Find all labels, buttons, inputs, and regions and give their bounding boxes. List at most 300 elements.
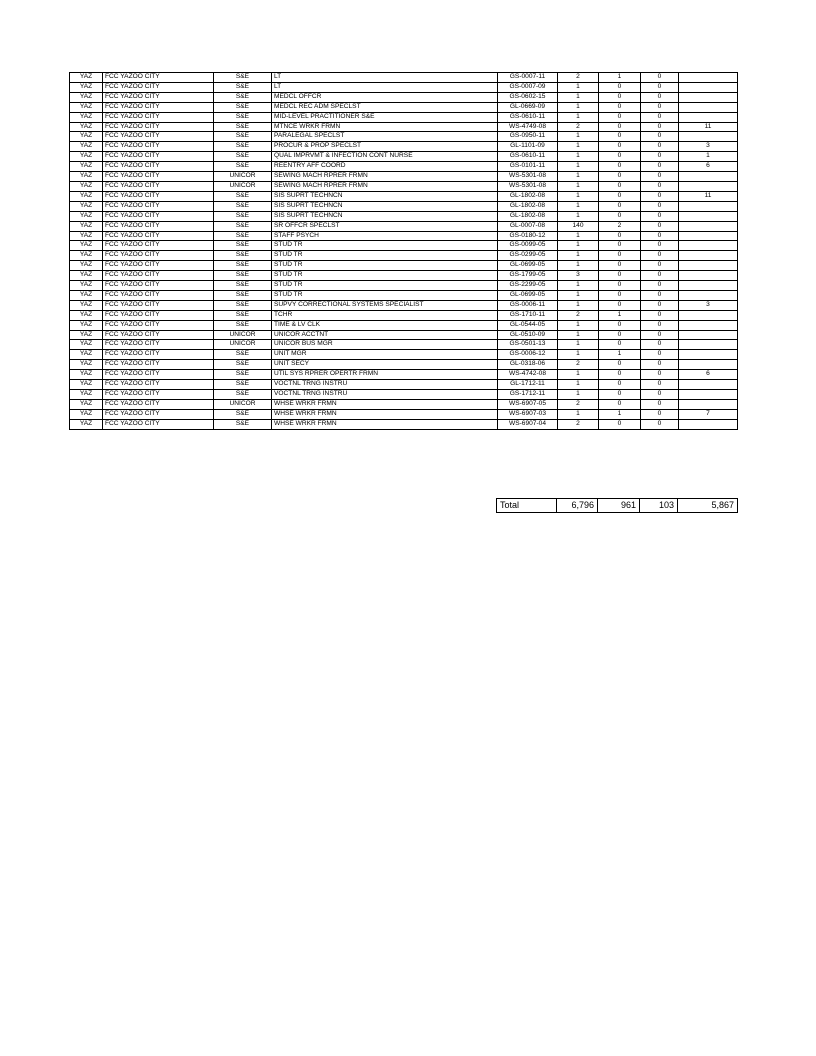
count-cell (679, 73, 738, 83)
fund-cell: S&E (214, 419, 272, 429)
count-cell: 0 (641, 340, 679, 350)
count-cell: 0 (641, 330, 679, 340)
count-cell (679, 181, 738, 191)
count-cell: 0 (641, 181, 679, 191)
fund-cell: S&E (214, 370, 272, 380)
title-cell: STUD TR (272, 261, 498, 271)
fund-cell: S&E (214, 360, 272, 370)
table-row (70, 172, 738, 182)
site-code-cell: YAZ (70, 380, 103, 390)
facility-cell: FCC YAZOO CITY (103, 172, 214, 182)
title-cell: MTNCE WRKR FRMN (272, 122, 498, 132)
table-row (70, 241, 738, 251)
site-code-cell: YAZ (70, 251, 103, 261)
table-row (70, 310, 738, 320)
site-code-cell: YAZ (70, 271, 103, 281)
grade-cell: GS-0299-05 (498, 251, 558, 261)
count-cell: 1 (558, 251, 599, 261)
count-cell: 0 (641, 73, 679, 83)
count-cell: 0 (599, 271, 641, 281)
count-cell: 0 (599, 92, 641, 102)
count-cell: 0 (641, 419, 679, 429)
facility-cell: FCC YAZOO CITY (103, 162, 214, 172)
facility-cell: FCC YAZOO CITY (103, 380, 214, 390)
table-row (70, 221, 738, 231)
count-cell: 0 (641, 310, 679, 320)
facility-cell: FCC YAZOO CITY (103, 152, 214, 162)
title-cell: WHSE WRKR FRMN (272, 409, 498, 419)
site-code-cell: YAZ (70, 221, 103, 231)
count-cell: 0 (599, 181, 641, 191)
facility-cell: FCC YAZOO CITY (103, 122, 214, 132)
fund-cell: S&E (214, 251, 272, 261)
site-code-cell: YAZ (70, 300, 103, 310)
count-cell: 1 (599, 350, 641, 360)
site-code-cell: YAZ (70, 419, 103, 429)
count-cell: 0 (599, 419, 641, 429)
fund-cell: S&E (214, 350, 272, 360)
site-code-cell: YAZ (70, 409, 103, 419)
table-row (70, 112, 738, 122)
count-cell: 0 (641, 281, 679, 291)
facility-cell: FCC YAZOO CITY (103, 360, 214, 370)
facility-cell: FCC YAZOO CITY (103, 340, 214, 350)
grade-cell: WS-4742-08 (498, 370, 558, 380)
count-cell: 0 (641, 320, 679, 330)
fund-cell: S&E (214, 320, 272, 330)
fund-cell: S&E (214, 201, 272, 211)
count-cell: 0 (599, 231, 641, 241)
site-code-cell: YAZ (70, 102, 103, 112)
grade-cell: WS-6907-05 (498, 399, 558, 409)
table-row (70, 92, 738, 102)
count-cell: 0 (599, 380, 641, 390)
count-cell (679, 102, 738, 112)
fund-cell: S&E (214, 132, 272, 142)
facility-cell: FCC YAZOO CITY (103, 241, 214, 251)
facility-cell: FCC YAZOO CITY (103, 181, 214, 191)
fund-cell: S&E (214, 82, 272, 92)
facility-cell: FCC YAZOO CITY (103, 191, 214, 201)
count-cell: 0 (641, 162, 679, 172)
grade-cell: GL-1802-08 (498, 201, 558, 211)
site-code-cell: YAZ (70, 290, 103, 300)
fund-cell: S&E (214, 162, 272, 172)
grade-cell: GL-0699-05 (498, 290, 558, 300)
count-cell: 6 (679, 370, 738, 380)
count-cell (679, 310, 738, 320)
count-cell: 0 (641, 221, 679, 231)
count-cell: 1 (558, 82, 599, 92)
count-cell: 0 (599, 399, 641, 409)
title-cell: VOCTNL TRNG INSTRU (272, 390, 498, 400)
site-code-cell: YAZ (70, 370, 103, 380)
count-cell (679, 271, 738, 281)
count-cell: 0 (641, 172, 679, 182)
fund-cell: UNICOR (214, 340, 272, 350)
fund-cell: S&E (214, 152, 272, 162)
facility-cell: FCC YAZOO CITY (103, 201, 214, 211)
title-cell: SEWING MACH RPRER FRMN (272, 181, 498, 191)
site-code-cell: YAZ (70, 320, 103, 330)
count-cell: 2 (558, 73, 599, 83)
title-cell: UNIT SECY (272, 360, 498, 370)
count-cell: 0 (599, 172, 641, 182)
site-code-cell: YAZ (70, 241, 103, 251)
count-cell: 1 (679, 152, 738, 162)
facility-cell: FCC YAZOO CITY (103, 251, 214, 261)
table-row (70, 290, 738, 300)
facility-cell: FCC YAZOO CITY (103, 211, 214, 221)
title-cell: TIME & LV CLK (272, 320, 498, 330)
grade-cell: GL-1712-11 (498, 380, 558, 390)
title-cell: LT (272, 73, 498, 83)
facility-cell: FCC YAZOO CITY (103, 92, 214, 102)
site-code-cell: YAZ (70, 340, 103, 350)
title-cell: SUPVY CORRECTIONAL SYSTEMS SPECIALIST (272, 300, 498, 310)
facility-cell: FCC YAZOO CITY (103, 281, 214, 291)
count-cell (679, 320, 738, 330)
grade-cell: GS-0007-09 (498, 82, 558, 92)
fund-cell: S&E (214, 380, 272, 390)
count-cell (679, 231, 738, 241)
site-code-cell: YAZ (70, 172, 103, 182)
count-cell (679, 241, 738, 251)
count-cell: 0 (641, 261, 679, 271)
count-cell: 1 (558, 162, 599, 172)
grade-cell: GL-1802-08 (498, 211, 558, 221)
fund-cell: S&E (214, 310, 272, 320)
grade-cell: GS-1712-11 (498, 390, 558, 400)
count-cell: 1 (558, 241, 599, 251)
count-cell: 2 (558, 360, 599, 370)
title-cell: PROCUR & PROP SPECLST (272, 142, 498, 152)
count-cell: 11 (679, 122, 738, 132)
count-cell: 1 (558, 211, 599, 221)
count-cell: 1 (558, 281, 599, 291)
grade-cell: GS-2299-05 (498, 281, 558, 291)
title-cell: SIS SUPRT TECHNCN (272, 201, 498, 211)
fund-cell: S&E (214, 261, 272, 271)
count-cell: 2 (558, 419, 599, 429)
title-cell: LT (272, 82, 498, 92)
site-code-cell: YAZ (70, 281, 103, 291)
grade-cell: GS-0099-05 (498, 241, 558, 251)
site-code-cell: YAZ (70, 181, 103, 191)
count-cell: 1 (558, 320, 599, 330)
title-cell: STUD TR (272, 241, 498, 251)
fund-cell: S&E (214, 142, 272, 152)
table-body (70, 73, 738, 430)
count-cell: 0 (641, 251, 679, 261)
count-cell: 0 (599, 330, 641, 340)
site-code-cell: YAZ (70, 73, 103, 83)
fund-cell: S&E (214, 211, 272, 221)
grade-cell: GL-0544-05 (498, 320, 558, 330)
table-row (70, 320, 738, 330)
count-cell: 0 (599, 251, 641, 261)
facility-cell: FCC YAZOO CITY (103, 231, 214, 241)
count-cell (679, 399, 738, 409)
fund-cell: UNICOR (214, 172, 272, 182)
title-cell: MEDCL OFFCR (272, 92, 498, 102)
facility-cell: FCC YAZOO CITY (103, 271, 214, 281)
count-cell: 0 (599, 290, 641, 300)
count-cell (679, 261, 738, 271)
count-cell: 0 (599, 300, 641, 310)
count-cell: 1 (599, 73, 641, 83)
count-cell: 1 (558, 409, 599, 419)
fund-cell: S&E (214, 122, 272, 132)
count-cell: 0 (641, 201, 679, 211)
grade-cell: WS-4749-08 (498, 122, 558, 132)
fund-cell: S&E (214, 290, 272, 300)
title-cell: QUAL IMPRVMT & INFECTION CONT NURSE (272, 152, 498, 162)
grade-cell: GS-0501-13 (498, 340, 558, 350)
count-cell: 2 (558, 310, 599, 320)
title-cell: SIS SUPRT TECHNCN (272, 191, 498, 201)
count-cell: 0 (641, 300, 679, 310)
fund-cell: S&E (214, 73, 272, 83)
count-cell: 1 (599, 409, 641, 419)
grade-cell: GL-0007-08 (498, 221, 558, 231)
count-cell: 0 (641, 350, 679, 360)
count-cell: 1 (558, 380, 599, 390)
count-cell: 3 (558, 271, 599, 281)
site-code-cell: YAZ (70, 360, 103, 370)
fund-cell: S&E (214, 271, 272, 281)
count-cell: 1 (558, 350, 599, 360)
title-cell: UNICOR BUS MGR (272, 340, 498, 350)
grade-cell: GS-0006-12 (498, 350, 558, 360)
fund-cell: UNICOR (214, 181, 272, 191)
table-row (70, 390, 738, 400)
facility-cell: FCC YAZOO CITY (103, 261, 214, 271)
fund-cell: S&E (214, 92, 272, 102)
fund-cell: S&E (214, 241, 272, 251)
count-cell: 0 (599, 102, 641, 112)
table-row (70, 73, 738, 83)
facility-cell: FCC YAZOO CITY (103, 320, 214, 330)
grade-cell: GS-0610-11 (498, 152, 558, 162)
total-row (497, 499, 738, 513)
table-row (70, 231, 738, 241)
table-row (70, 271, 738, 281)
count-cell (679, 290, 738, 300)
count-cell: 0 (641, 390, 679, 400)
facility-cell: FCC YAZOO CITY (103, 390, 214, 400)
count-cell (679, 380, 738, 390)
site-code-cell: YAZ (70, 92, 103, 102)
table-row (70, 300, 738, 310)
count-cell: 0 (641, 191, 679, 201)
facility-cell: FCC YAZOO CITY (103, 82, 214, 92)
fund-cell: S&E (214, 221, 272, 231)
title-cell: SIS SUPRT TECHNCN (272, 211, 498, 221)
count-cell: 0 (599, 320, 641, 330)
title-cell: WHSE WRKR FRMN (272, 399, 498, 409)
facility-cell: FCC YAZOO CITY (103, 399, 214, 409)
table-row (70, 152, 738, 162)
fund-cell: S&E (214, 300, 272, 310)
table-row (70, 360, 738, 370)
count-cell: 7 (679, 409, 738, 419)
grade-cell: WS-5301-08 (498, 181, 558, 191)
title-cell: UNICOR ACCTNT (272, 330, 498, 340)
site-code-cell: YAZ (70, 231, 103, 241)
count-cell: 1 (558, 261, 599, 271)
count-cell (679, 201, 738, 211)
count-cell: 0 (641, 271, 679, 281)
grade-cell: GS-0950-11 (498, 132, 558, 142)
site-code-cell: YAZ (70, 112, 103, 122)
count-cell: 1 (558, 181, 599, 191)
fund-cell: S&E (214, 102, 272, 112)
title-cell: STUD TR (272, 251, 498, 261)
grade-cell: WS-6907-04 (498, 419, 558, 429)
site-code-cell: YAZ (70, 261, 103, 271)
count-cell (679, 172, 738, 182)
fund-cell: S&E (214, 390, 272, 400)
total-value: 961 (598, 499, 640, 513)
count-cell: 0 (641, 152, 679, 162)
count-cell: 0 (641, 92, 679, 102)
count-cell (679, 390, 738, 400)
facility-cell: FCC YAZOO CITY (103, 132, 214, 142)
total-value: 103 (640, 499, 678, 513)
count-cell: 0 (641, 142, 679, 152)
site-code-cell: YAZ (70, 350, 103, 360)
count-cell: 1 (558, 231, 599, 241)
site-code-cell: YAZ (70, 132, 103, 142)
count-cell: 0 (641, 409, 679, 419)
grade-cell: GL-1802-08 (498, 191, 558, 201)
table-row (70, 399, 738, 409)
count-cell (679, 92, 738, 102)
count-cell: 0 (641, 132, 679, 142)
table-row (70, 370, 738, 380)
table-row (70, 340, 738, 350)
grade-cell: GS-0602-15 (498, 92, 558, 102)
count-cell: 0 (641, 82, 679, 92)
count-cell: 0 (641, 290, 679, 300)
count-cell (679, 132, 738, 142)
title-cell: VOCTNL TRNG INSTRU (272, 380, 498, 390)
grade-cell: WS-5301-08 (498, 172, 558, 182)
count-cell: 0 (599, 132, 641, 142)
site-code-cell: YAZ (70, 82, 103, 92)
grade-cell: GS-0180-12 (498, 231, 558, 241)
table-row (70, 281, 738, 291)
site-code-cell: YAZ (70, 201, 103, 211)
table-row (70, 142, 738, 152)
count-cell: 0 (599, 390, 641, 400)
site-code-cell: YAZ (70, 399, 103, 409)
table-row (70, 419, 738, 429)
count-cell: 2 (558, 399, 599, 409)
count-cell (679, 350, 738, 360)
facility-cell: FCC YAZOO CITY (103, 300, 214, 310)
grade-cell: GS-1710-11 (498, 310, 558, 320)
table-row (70, 409, 738, 419)
count-cell: 0 (641, 241, 679, 251)
title-cell: SR OFFCR SPECLST (272, 221, 498, 231)
count-cell (679, 112, 738, 122)
title-cell: UNIT MGR (272, 350, 498, 360)
count-cell: 0 (599, 122, 641, 132)
facility-cell: FCC YAZOO CITY (103, 290, 214, 300)
count-cell: 0 (641, 102, 679, 112)
count-cell: 0 (599, 112, 641, 122)
facility-cell: FCC YAZOO CITY (103, 102, 214, 112)
title-cell: TCHR (272, 310, 498, 320)
site-code-cell: YAZ (70, 211, 103, 221)
title-cell: UTIL SYS RPRER OPERTR FRMN (272, 370, 498, 380)
count-cell: 1 (558, 142, 599, 152)
count-cell: 0 (641, 122, 679, 132)
facility-cell: FCC YAZOO CITY (103, 112, 214, 122)
count-cell: 1 (558, 152, 599, 162)
count-cell: 1 (558, 132, 599, 142)
table-row (70, 201, 738, 211)
fund-cell: S&E (214, 281, 272, 291)
count-cell: 0 (599, 211, 641, 221)
title-cell: STUD TR (272, 271, 498, 281)
total-row-table (496, 498, 738, 513)
count-cell: 0 (599, 162, 641, 172)
site-code-cell: YAZ (70, 122, 103, 132)
count-cell: 1 (558, 92, 599, 102)
count-cell: 0 (641, 380, 679, 390)
facility-cell: FCC YAZOO CITY (103, 221, 214, 231)
count-cell (679, 251, 738, 261)
title-cell: STAFF PSYCH (272, 231, 498, 241)
title-cell: SEWING MACH RPRER FRMN (272, 172, 498, 182)
grade-cell: GS-0101-11 (498, 162, 558, 172)
positions-table (69, 72, 738, 430)
count-cell (679, 340, 738, 350)
total-label: Total (497, 499, 557, 513)
count-cell: 3 (679, 142, 738, 152)
grade-cell: GL-1101-09 (498, 142, 558, 152)
table-row (70, 132, 738, 142)
site-code-cell: YAZ (70, 191, 103, 201)
table-row (70, 122, 738, 132)
count-cell: 1 (558, 330, 599, 340)
count-cell: 0 (641, 112, 679, 122)
site-code-cell: YAZ (70, 152, 103, 162)
count-cell: 0 (641, 231, 679, 241)
facility-cell: FCC YAZOO CITY (103, 142, 214, 152)
table-row (70, 162, 738, 172)
count-cell: 0 (641, 360, 679, 370)
count-cell: 2 (599, 221, 641, 231)
title-cell: WHSE WRKR FRMN (272, 419, 498, 429)
grade-cell: GL-0318-06 (498, 360, 558, 370)
site-code-cell: YAZ (70, 310, 103, 320)
count-cell: 0 (599, 241, 641, 251)
site-code-cell: YAZ (70, 162, 103, 172)
grade-cell: GS-0610-11 (498, 112, 558, 122)
count-cell: 140 (558, 221, 599, 231)
count-cell (679, 330, 738, 340)
grade-cell: GS-1799-05 (498, 271, 558, 281)
count-cell: 1 (558, 290, 599, 300)
count-cell: 11 (679, 191, 738, 201)
table-row (70, 102, 738, 112)
facility-cell: FCC YAZOO CITY (103, 370, 214, 380)
fund-cell: S&E (214, 409, 272, 419)
